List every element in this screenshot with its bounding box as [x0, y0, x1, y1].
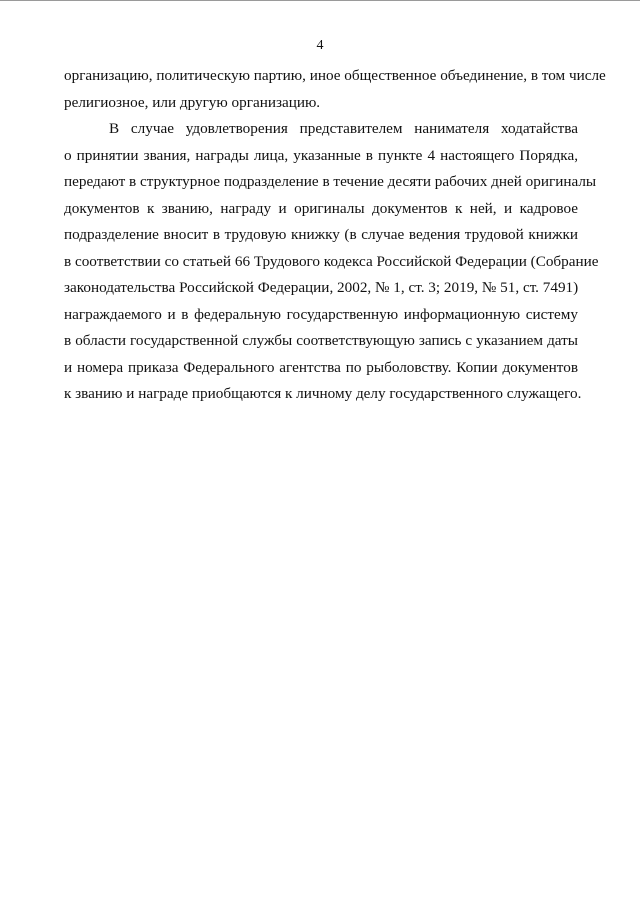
text-line: к званию и награде приобщаются к личному делу государственного служащего. — [64, 385, 582, 402]
text-line: организацию, политическую партию, иное общественное объединение, в том числе — [64, 67, 606, 84]
paragraph-2 — [64, 116, 599, 408]
text-line: в соответствии со статьей 66 Трудового кодекса Российской Федерации (Собрание — [64, 252, 599, 270]
paragraph-1 — [64, 63, 606, 116]
text-line: законодательства Российской Федерации, 2002, № 1, ст. 3; 2019, № 51, ст. 7491) — [64, 279, 579, 296]
text-line: подразделение вносит в трудовую книжку (в случае ведения трудовой книжки — [64, 226, 578, 243]
text-line: в области государственной службы соответствующую запись с указанием даты — [64, 332, 578, 349]
text-line: передают в структурное подразделение в течение десяти рабочих дней оригиналы — [64, 173, 597, 190]
text-line: и номера приказа Федерального агентства по рыболовству. Копии документов — [64, 358, 578, 376]
page-number: 4 — [316, 38, 324, 53]
text-line: религиозное, или другую организацию. — [64, 93, 321, 111]
text-line: о принятии звания, награды лица, указанные в пункте 4 настоящего Порядка, — [64, 146, 578, 164]
document-body — [64, 63, 606, 408]
page-top-edge — [0, 0, 640, 1]
text-line: документов к званию, награду и оригиналы документов к ней, и кадровое — [64, 199, 578, 217]
text-line: В случае удовлетворения представителем нанимателя ходатайства — [109, 120, 578, 137]
text-line: награждаемого и в федеральную государственную информационную систему — [64, 305, 578, 323]
